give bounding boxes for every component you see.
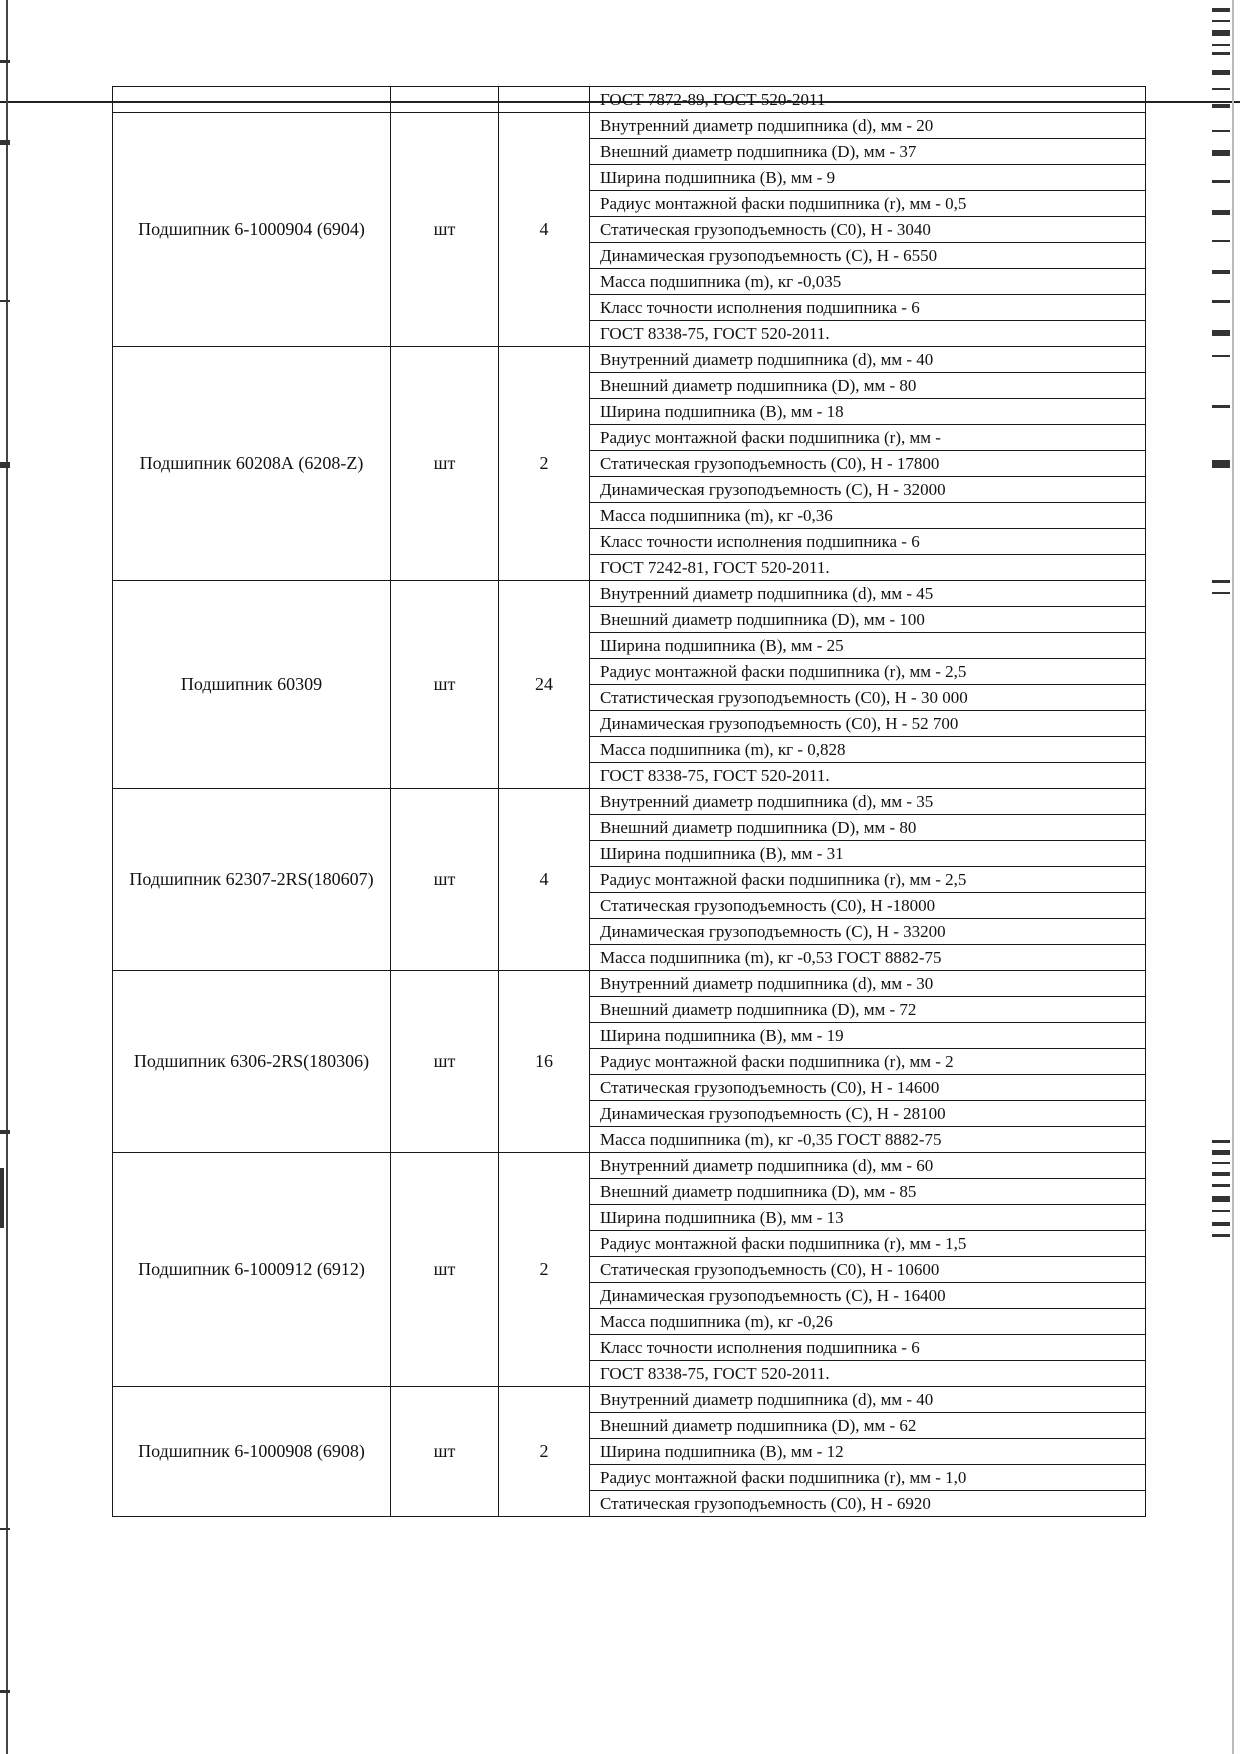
property-cell: Внешний диаметр подшипника (D), мм - 72 bbox=[590, 997, 1146, 1023]
property-cell: Ширина подшипника (B), мм - 13 bbox=[590, 1205, 1146, 1231]
quantity-cell: 2 bbox=[499, 1387, 590, 1517]
property-cell: Динамическая грузоподъемность (C0), Н - 52 700 bbox=[590, 711, 1146, 737]
property-cell: Ширина подшипника (B), мм - 31 bbox=[590, 841, 1146, 867]
property-cell: Масса подшипника (m), кг -0,35 ГОСТ 8882-75 bbox=[590, 1127, 1146, 1153]
property-cell: Внутренний диаметр подшипника (d), мм - 60 bbox=[590, 1153, 1146, 1179]
property-cell: Масса подшипника (m), кг - 0,828 bbox=[590, 737, 1146, 763]
quantity-cell: 4 bbox=[499, 113, 590, 347]
property-cell: Радиус монтажной фаски подшипника (r), мм - 1,5 bbox=[590, 1231, 1146, 1257]
property-cell: Радиус монтажной фаски подшипника (r), мм - 2,5 bbox=[590, 659, 1146, 685]
table-row bbox=[113, 1387, 1146, 1413]
property-cell: ГОСТ 8338-75, ГОСТ 520-2011. bbox=[590, 321, 1146, 347]
property-cell: Ширина подшипника (B), мм - 19 bbox=[590, 1023, 1146, 1049]
property-cell: Динамическая грузоподъемность (C), Н - 6550 bbox=[590, 243, 1146, 269]
property-cell: Ширина подшипника (B), мм - 12 bbox=[590, 1439, 1146, 1465]
table-row bbox=[113, 789, 1146, 815]
property-cell: Радиус монтажной фаски подшипника (r), мм - 2,5 bbox=[590, 867, 1146, 893]
property-cell: Радиус монтажной фаски подшипника (r), мм - 1,0 bbox=[590, 1465, 1146, 1491]
table-row bbox=[113, 113, 1146, 139]
unit-cell bbox=[391, 87, 499, 113]
unit-cell: шт bbox=[391, 113, 499, 347]
scan-marks-left bbox=[0, 0, 18, 1754]
property-cell: Динамическая грузоподъемность (C), Н - 28100 bbox=[590, 1101, 1146, 1127]
property-cell: Класс точности исполнения подшипника - 6 bbox=[590, 1335, 1146, 1361]
property-cell: ГОСТ 7872-89, ГОСТ 520-2011 bbox=[590, 87, 1146, 113]
property-cell: Радиус монтажной фаски подшипника (r), мм - bbox=[590, 425, 1146, 451]
bearings-spec-table-body bbox=[113, 87, 1146, 1517]
unit-cell: шт bbox=[391, 971, 499, 1153]
scan-edge-line-right bbox=[1232, 0, 1234, 1754]
property-cell: Ширина подшипника (B), мм - 9 bbox=[590, 165, 1146, 191]
table-row bbox=[113, 87, 1146, 113]
property-cell: Внутренний диаметр подшипника (d), мм - 35 bbox=[590, 789, 1146, 815]
scan-marks-right bbox=[1212, 0, 1230, 1754]
unit-cell: шт bbox=[391, 789, 499, 971]
unit-cell: шт bbox=[391, 1153, 499, 1387]
property-cell: Радиус монтажной фаски подшипника (r), мм - 0,5 bbox=[590, 191, 1146, 217]
property-cell: ГОСТ 8338-75, ГОСТ 520-2011. bbox=[590, 1361, 1146, 1387]
property-cell: Динамическая грузоподъемность (C), Н - 16400 bbox=[590, 1283, 1146, 1309]
property-cell: Внутренний диаметр подшипника (d), мм - 40 bbox=[590, 347, 1146, 373]
property-cell: Статическая грузоподъемность (C0), Н - 14600 bbox=[590, 1075, 1146, 1101]
table-row bbox=[113, 971, 1146, 997]
property-cell: Масса подшипника (m), кг -0,26 bbox=[590, 1309, 1146, 1335]
table-row bbox=[113, 581, 1146, 607]
item-name-cell bbox=[113, 87, 391, 113]
property-cell: Ширина подшипника (B), мм - 18 bbox=[590, 399, 1146, 425]
property-cell: Класс точности исполнения подшипника - 6 bbox=[590, 529, 1146, 555]
unit-cell: шт bbox=[391, 347, 499, 581]
property-cell: Статическая грузоподъемность (C0), Н -18000 bbox=[590, 893, 1146, 919]
property-cell: ГОСТ 8338-75, ГОСТ 520-2011. bbox=[590, 763, 1146, 789]
property-cell: Статическая грузоподъемность (C0), Н - 10600 bbox=[590, 1257, 1146, 1283]
property-cell: Внешний диаметр подшипника (D), мм - 85 bbox=[590, 1179, 1146, 1205]
property-cell: Внешний диаметр подшипника (D), мм - 80 bbox=[590, 373, 1146, 399]
item-name-cell: Подшипник 60309 bbox=[113, 581, 391, 789]
property-cell: Внешний диаметр подшипника (D), мм - 62 bbox=[590, 1413, 1146, 1439]
property-cell: Класс точности исполнения подшипника - 6 bbox=[590, 295, 1146, 321]
property-cell: Статическая грузоподъемность (C0), Н - 6920 bbox=[590, 1491, 1146, 1517]
property-cell: Масса подшипника (m), кг -0,53 ГОСТ 8882-75 bbox=[590, 945, 1146, 971]
property-cell: Внутренний диаметр подшипника (d), мм - 30 bbox=[590, 971, 1146, 997]
quantity-cell: 2 bbox=[499, 347, 590, 581]
property-cell: Внешний диаметр подшипника (D), мм - 37 bbox=[590, 139, 1146, 165]
property-cell: ГОСТ 7242-81, ГОСТ 520-2011. bbox=[590, 555, 1146, 581]
property-cell: Статистическая грузоподъемность (C0), Н - 30 000 bbox=[590, 685, 1146, 711]
item-name-cell: Подшипник 6-1000912 (6912) bbox=[113, 1153, 391, 1387]
quantity-cell: 24 bbox=[499, 581, 590, 789]
bearings-spec-table bbox=[112, 86, 1146, 1517]
quantity-cell: 16 bbox=[499, 971, 590, 1153]
item-name-cell: Подшипник 6-1000908 (6908) bbox=[113, 1387, 391, 1517]
property-cell: Динамическая грузоподъемность (C), Н - 33200 bbox=[590, 919, 1146, 945]
property-cell: Масса подшипника (m), кг -0,035 bbox=[590, 269, 1146, 295]
property-cell: Внутренний диаметр подшипника (d), мм - 40 bbox=[590, 1387, 1146, 1413]
property-cell: Внутренний диаметр подшипника (d), мм - 45 bbox=[590, 581, 1146, 607]
unit-cell: шт bbox=[391, 1387, 499, 1517]
unit-cell: шт bbox=[391, 581, 499, 789]
property-cell: Внешний диаметр подшипника (D), мм - 100 bbox=[590, 607, 1146, 633]
quantity-cell: 4 bbox=[499, 789, 590, 971]
item-name-cell: Подшипник 60208А (6208-Z) bbox=[113, 347, 391, 581]
table-row bbox=[113, 347, 1146, 373]
property-cell: Ширина подшипника (B), мм - 25 bbox=[590, 633, 1146, 659]
item-name-cell: Подшипник 6-1000904 (6904) bbox=[113, 113, 391, 347]
property-cell: Радиус монтажной фаски подшипника (r), мм - 2 bbox=[590, 1049, 1146, 1075]
property-cell: Статическая грузоподъемность (C0), Н - 17800 bbox=[590, 451, 1146, 477]
property-cell: Статическая грузоподъемность (C0), Н - 3040 bbox=[590, 217, 1146, 243]
quantity-cell: 2 bbox=[499, 1153, 590, 1387]
item-name-cell: Подшипник 62307-2RS(180607) bbox=[113, 789, 391, 971]
property-cell: Внешний диаметр подшипника (D), мм - 80 bbox=[590, 815, 1146, 841]
quantity-cell bbox=[499, 87, 590, 113]
item-name-cell: Подшипник 6306-2RS(180306) bbox=[113, 971, 391, 1153]
property-cell: Динамическая грузоподъемность (C), Н - 32000 bbox=[590, 477, 1146, 503]
property-cell: Масса подшипника (m), кг -0,36 bbox=[590, 503, 1146, 529]
table-row bbox=[113, 1153, 1146, 1179]
property-cell: Внутренний диаметр подшипника (d), мм - 20 bbox=[590, 113, 1146, 139]
